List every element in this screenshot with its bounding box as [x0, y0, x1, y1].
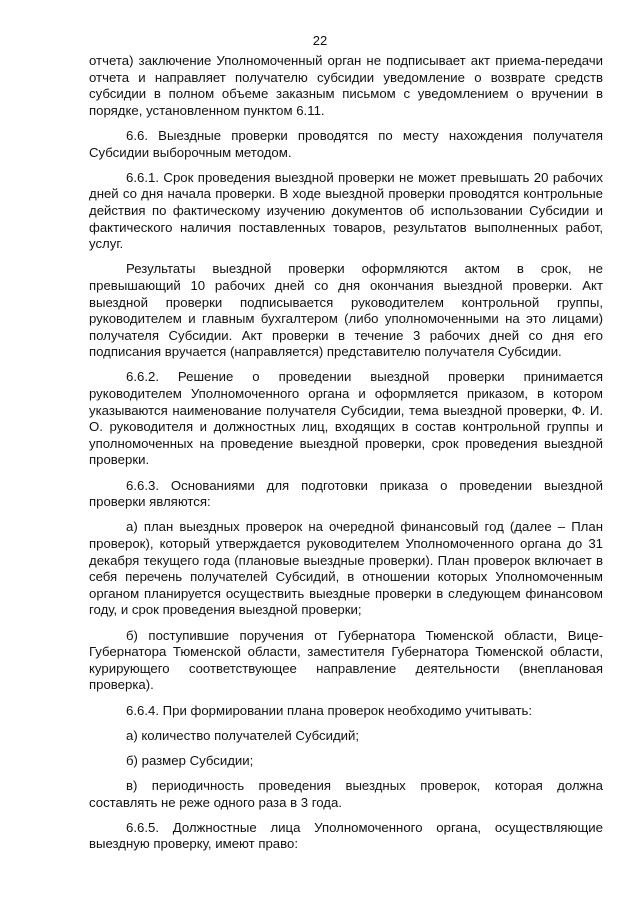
- paragraph-6-6-4-b: б) размер Субсидии;: [126, 752, 254, 768]
- paragraph-inspection-results: Результаты выездной проверки оформляются актом в срок, не превышающий 10 рабочих дней со дня окончания выездной проверки. Акт выездной проверки подписывается руководителем контрольной группы, руководителем и главным бухгалтером (либо уполномоченными на это лицами) получателя Субсидии. Акт проверки в течение 3 рабочих дней со дня его подписания вручается (направляется) представителю получателя Субсидии.: [89, 261, 603, 360]
- paragraph-6-6-1: 6.6.1. Срок проведения выездной проверки не может превышать 20 рабочих дней со дня начала проверки. В ходе выездной проверки проводятся контрольные действия по фактическому изучению документов об использовании Субсидии и фактического наличия поставленных товаров, результатов выполненных работ, услуг.: [89, 169, 603, 252]
- document-body: [89, 53, 603, 862]
- paragraph-6-6-3-a: а) план выездных проверок на очередной финансовый год (далее – План проверок), который утверждается руководителем Уполномоченного органа до 31 декабря текущего года (плановые выездные проверки). План проверок включает в себя перечень получателей Субсидий, в отношении которых Уполномоченным органом планируется осуществить выездные проверки в следующем финансовом году, и срок проведения выездной проверки;: [89, 519, 603, 618]
- paragraph-6-6: 6.6. Выездные проверки проводятся по месту нахождения получателя Субсидии выборочным методом.: [89, 127, 603, 160]
- paragraph-continuation: отчета) заключение Уполномоченный орган не подписывает акт приема-передачи отчета и направляет получателю субсидии уведомление о возврате средств субсидии в полном объеме заказным письмом с уведомлением о вручении в порядке, установленном пунктом 6.11.: [89, 53, 603, 118]
- paragraph-6-6-4-a: а) количество получателей Субсидий;: [126, 727, 360, 743]
- paragraph-6-6-5: 6.6.5. Должностные лица Уполномоченного органа, осуществляющие выездную проверку, имеют право:: [89, 819, 603, 852]
- paragraph-6-6-3-b: б) поступившие поручения от Губернатора Тюменской области, Вице-Губернатора Тюменской области, заместителя Губернатора Тюменской области, курирующего соответствующее направление деятельности (внеплановая проверка).: [89, 627, 603, 693]
- paragraph-6-6-3: 6.6.3. Основаниями для подготовки приказа о проведении выездной проверки являются:: [89, 477, 603, 510]
- page-number: 22: [312, 33, 328, 48]
- paragraph-6-6-4: 6.6.4. При формировании плана проверок необходимо учитывать:: [126, 702, 533, 718]
- paragraph-6-6-4-c: в) периодичность проведения выездных проверок, которая должна составлять не реже одного раза в 3 года.: [89, 778, 603, 810]
- paragraph-6-6-2: 6.6.2. Решение о проведении выездной проверки принимается руководителем Уполномоченного органа и оформляется приказом, в котором указываются наименование получателя Субсидии, тема выездной проверки, Ф. И. О. руководителя и должностных лиц, входящих в состав контрольной группы и уполномоченных на проведение выездной проверки, срок проведения выездной проверки.: [89, 369, 603, 468]
